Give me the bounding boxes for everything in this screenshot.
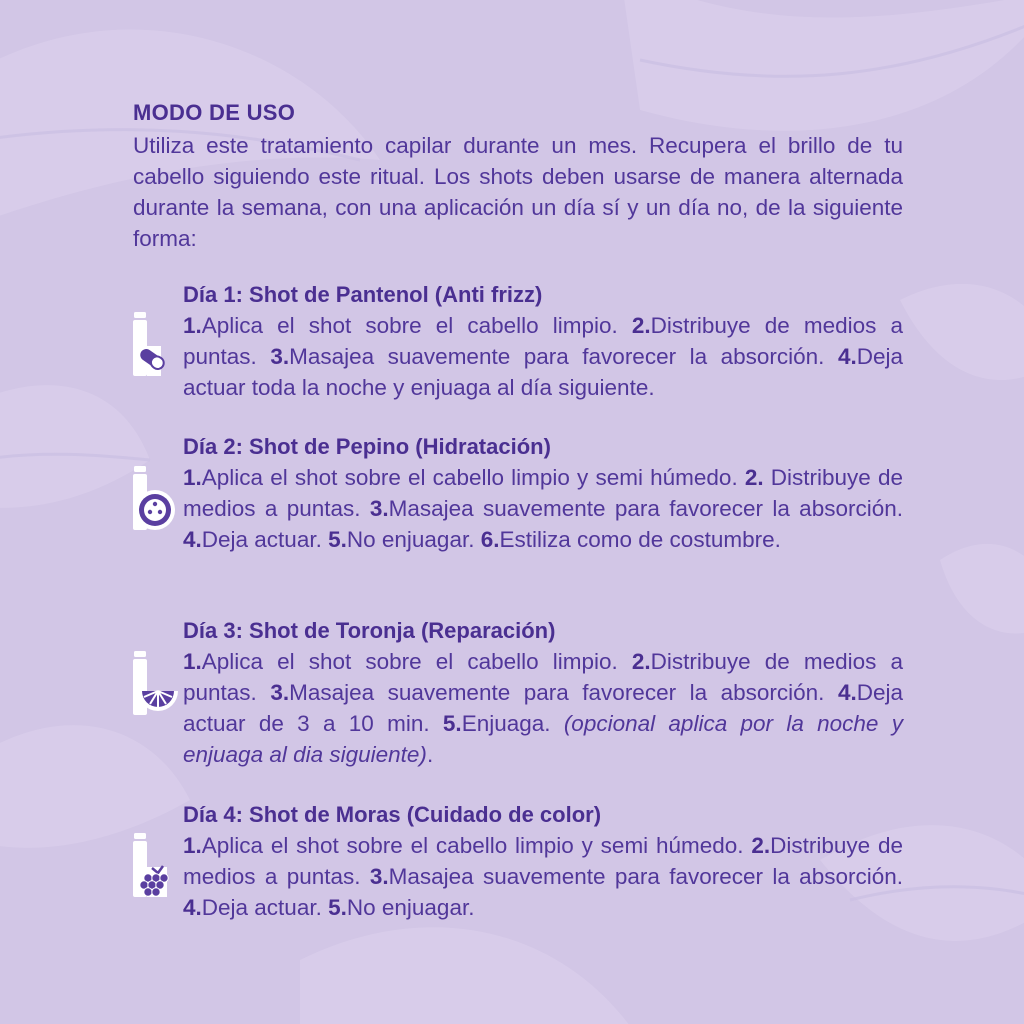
step-text: No enjuagar. [346, 527, 481, 552]
step-text: Masajea suavemente para favorecer la absorción. [388, 864, 903, 889]
step-number: 5. [328, 527, 347, 552]
step-number: 1. [183, 465, 202, 490]
step-text: Distribuye de medios a puntas. [183, 465, 903, 521]
optional-note: (opcional aplica por la noche y enjuaga al dia siguiente) [183, 711, 903, 767]
step-number: 3. [369, 496, 389, 521]
day-3-instructions [183, 646, 903, 770]
step-text: Aplica el shot sobre el cabello limpio y semi húmedo. [201, 465, 745, 490]
step-number: 4. [837, 680, 857, 705]
step-number: 4. [837, 344, 857, 369]
note-end: . [426, 742, 434, 767]
step-number: 2. [744, 465, 764, 490]
step-text: No enjuagar. [346, 895, 475, 920]
step-text: Enjuaga. [461, 711, 564, 736]
step-text: Deja actuar toda la noche y enjuaga al día siguiente. [183, 344, 903, 400]
day-2-section [183, 431, 903, 555]
day-4-title: Día 4: Shot de Moras (Cuidado de color) [183, 802, 602, 827]
step-number: 1. [183, 313, 202, 338]
step-number: 5. [328, 895, 347, 920]
step-number: 5. [442, 711, 462, 736]
step-text: Distribuye de medios a puntas. [183, 833, 904, 889]
day-4-instructions [183, 830, 903, 923]
step-number: 1. [183, 833, 202, 858]
step-text: Estiliza como de costumbre. [499, 527, 781, 552]
day-3-title: Día 3: Shot de Toronja (Reparación) [183, 618, 556, 643]
day-1-section [183, 279, 903, 403]
day-2-instructions [183, 462, 903, 555]
cucumber-icon [130, 466, 178, 532]
intro-paragraph: Utiliza este tratamiento capilar durante un mes. Recupera el brillo de tu cabello siguiendo este ritual. Los shots deben usarse de manera alternada durante la semana, con una aplicación un día sí y un día no, de la siguiente forma: [133, 133, 903, 251]
step-text: Masajea suavemente para favorecer la absorción. [289, 680, 838, 705]
step-number: 4. [183, 895, 202, 920]
step-number: 3. [369, 864, 389, 889]
step-number: 2. [751, 833, 771, 858]
step-text: Distribuye de medios a puntas. [183, 649, 904, 705]
step-text: Deja actuar. [201, 895, 329, 920]
step-text: Masajea suavemente para favorecer la absorción. [388, 496, 903, 521]
grapefruit-icon [130, 651, 180, 717]
step-number: 2. [631, 649, 651, 674]
step-number: 1. [183, 649, 202, 674]
day-3-section [183, 615, 903, 770]
step-number: 6. [480, 527, 500, 552]
step-number: 3. [270, 680, 290, 705]
capsule-icon [130, 312, 170, 378]
step-number: 4. [183, 527, 202, 552]
step-text: Deja actuar de 3 a 10 min. [183, 680, 903, 736]
step-text: Aplica el shot sobre el cabello limpio y semi húmedo. [201, 833, 752, 858]
berries-icon [130, 833, 174, 899]
step-text: Aplica el shot sobre el cabello limpio. [201, 313, 632, 338]
step-text: Distribuye de medios a puntas. [183, 313, 904, 369]
step-text: Deja actuar. [201, 527, 329, 552]
step-number: 2. [631, 313, 651, 338]
section-title: MODO DE USO [133, 100, 296, 125]
day-1-instructions [183, 310, 903, 403]
day-4-section [183, 799, 903, 923]
day-1-title: Día 1: Shot de Pantenol (Anti frizz) [183, 282, 543, 307]
day-2-title: Día 2: Shot de Pepino (Hidratación) [183, 434, 551, 459]
step-text: Masajea suavemente para favorecer la absorción. [289, 344, 838, 369]
step-text: Aplica el shot sobre el cabello limpio. [201, 649, 632, 674]
step-number: 3. [270, 344, 290, 369]
